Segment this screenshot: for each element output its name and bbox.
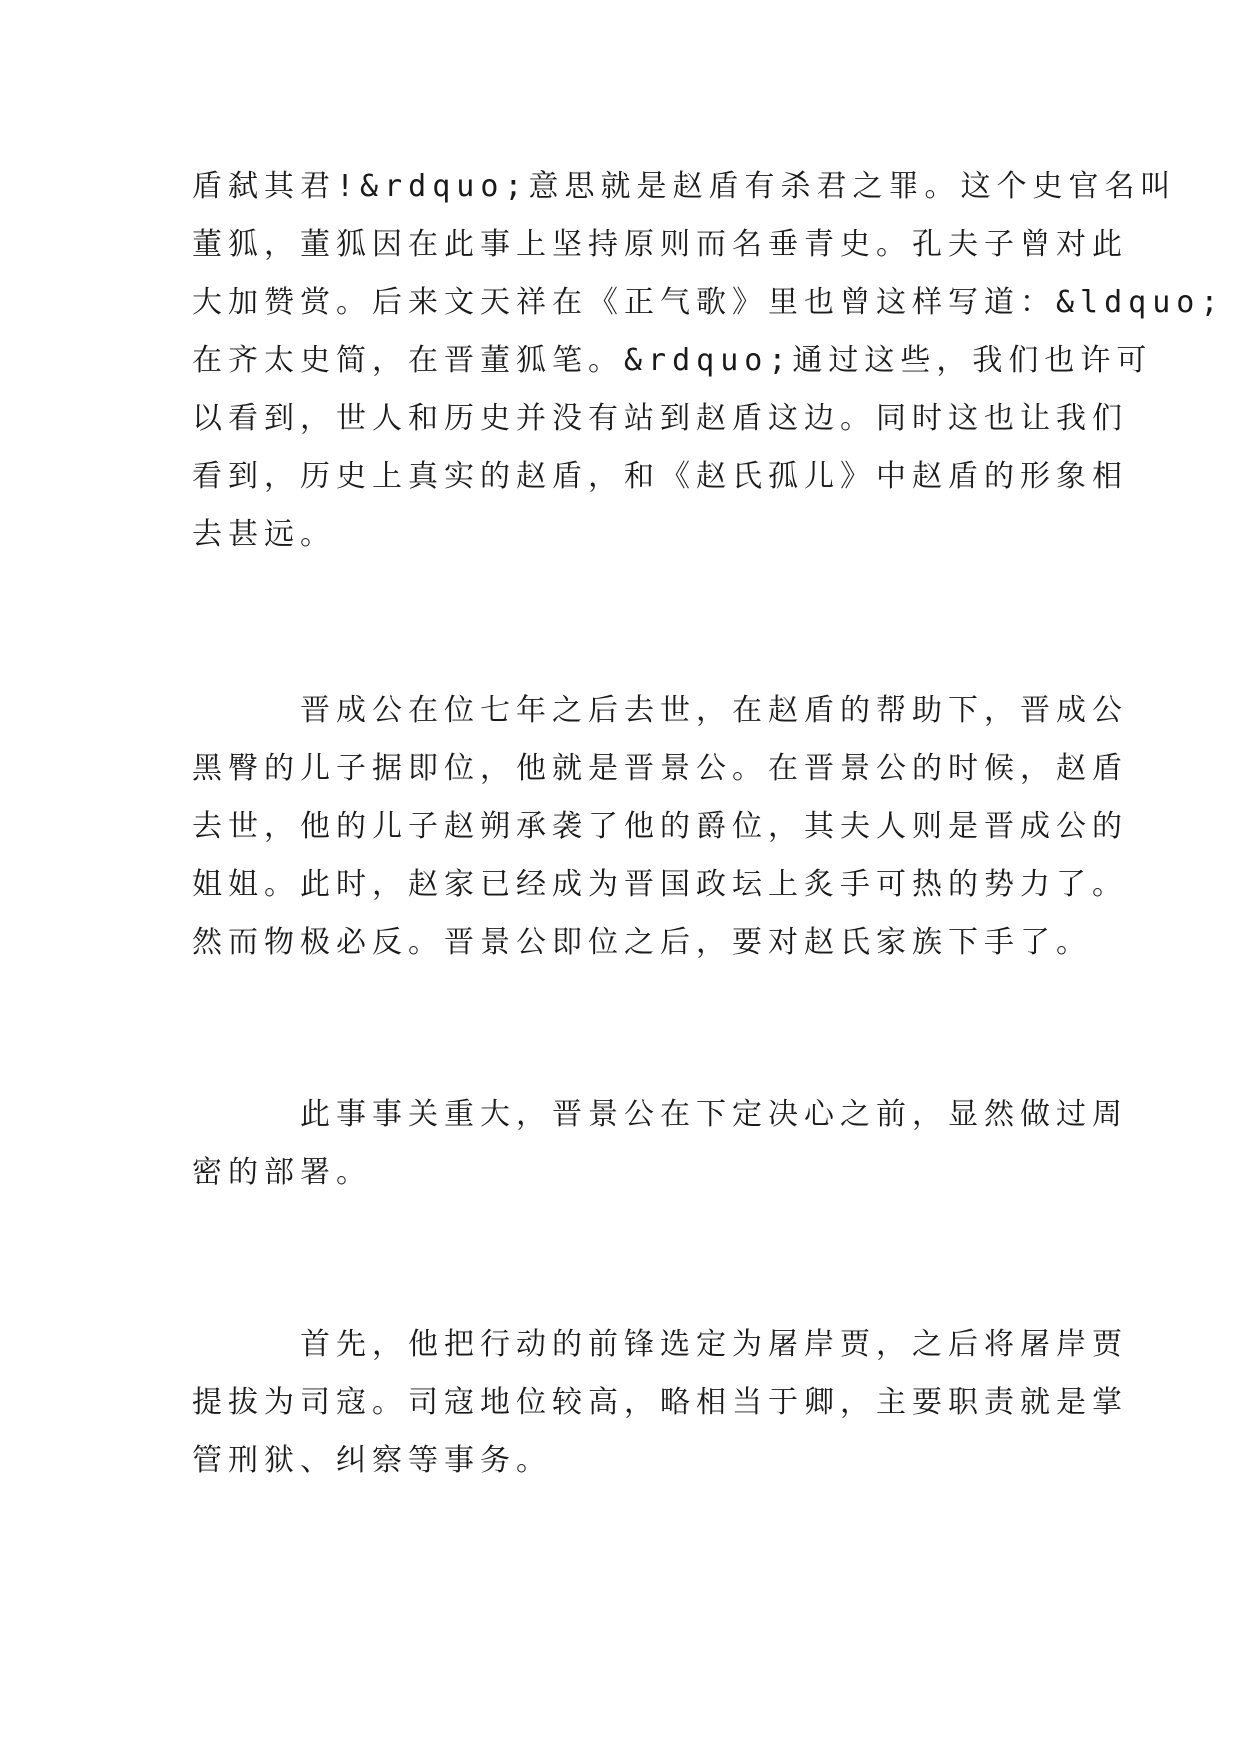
paragraph-4	[192, 1316, 1128, 1490]
paragraph-line: 管刑狱、纠察等事务。	[192, 1443, 552, 1478]
paragraph-line: 姐姐。此时，赵家已经成为晋国政坛上炙手可热的势力了。	[192, 867, 1128, 902]
paragraph-line: 黑臀的儿子据即位，他就是晋景公。在晋景公的时候，赵盾	[192, 751, 1128, 786]
paragraph-line: 董狐，董狐因在此事上坚持原则而名垂青史。孔夫子曾对此	[192, 227, 1128, 262]
paragraph-first-line	[192, 1086, 1128, 1144]
paragraph-line: 大加赞赏。后来文天祥在《正气歌》里也曾这样写道：&ldquo;	[192, 285, 1225, 320]
paragraph-line-text: 晋成公在位七年之后去世，在赵盾的帮助下，晋成公	[300, 693, 1128, 728]
paragraph-line: 然而物极必反。晋景公即位之后，要对赵氏家族下手了。	[192, 925, 1092, 960]
paragraph-line: 在齐太史简，在晋董狐笔。&rdquo;通过这些，我们也许可	[192, 343, 1153, 378]
paragraph-first-line	[192, 1316, 1128, 1374]
paragraph-line: 以看到，世人和历史并没有站到赵盾这边。同时这也让我们	[192, 401, 1128, 436]
paragraph-1	[192, 158, 1225, 564]
paragraph-line: 盾弑其君!&rdquo;意思就是赵盾有杀君之罪。这个史官名叫	[192, 169, 1177, 204]
paragraph-line: 去甚远。	[192, 517, 336, 552]
paragraph-line: 去世，他的儿子赵朔承袭了他的爵位，其夫人则是晋成公的	[192, 809, 1128, 844]
paragraph-line: 看到，历史上真实的赵盾，和《赵氏孤儿》中赵盾的形象相	[192, 459, 1128, 494]
paragraph-line: 提拔为司寇。司寇地位较高，略相当于卿，主要职责就是掌	[192, 1385, 1128, 1420]
paragraph-line-text: 此事事关重大，晋景公在下定决心之前，显然做过周	[300, 1097, 1128, 1132]
paragraph-line-text: 首先，他把行动的前锋选定为屠岸贾，之后将屠岸贾	[300, 1327, 1128, 1362]
paragraph-line: 密的部署。	[192, 1155, 372, 1190]
paragraph-2	[192, 682, 1128, 972]
paragraph-3	[192, 1086, 1128, 1202]
paragraph-first-line	[192, 682, 1128, 740]
